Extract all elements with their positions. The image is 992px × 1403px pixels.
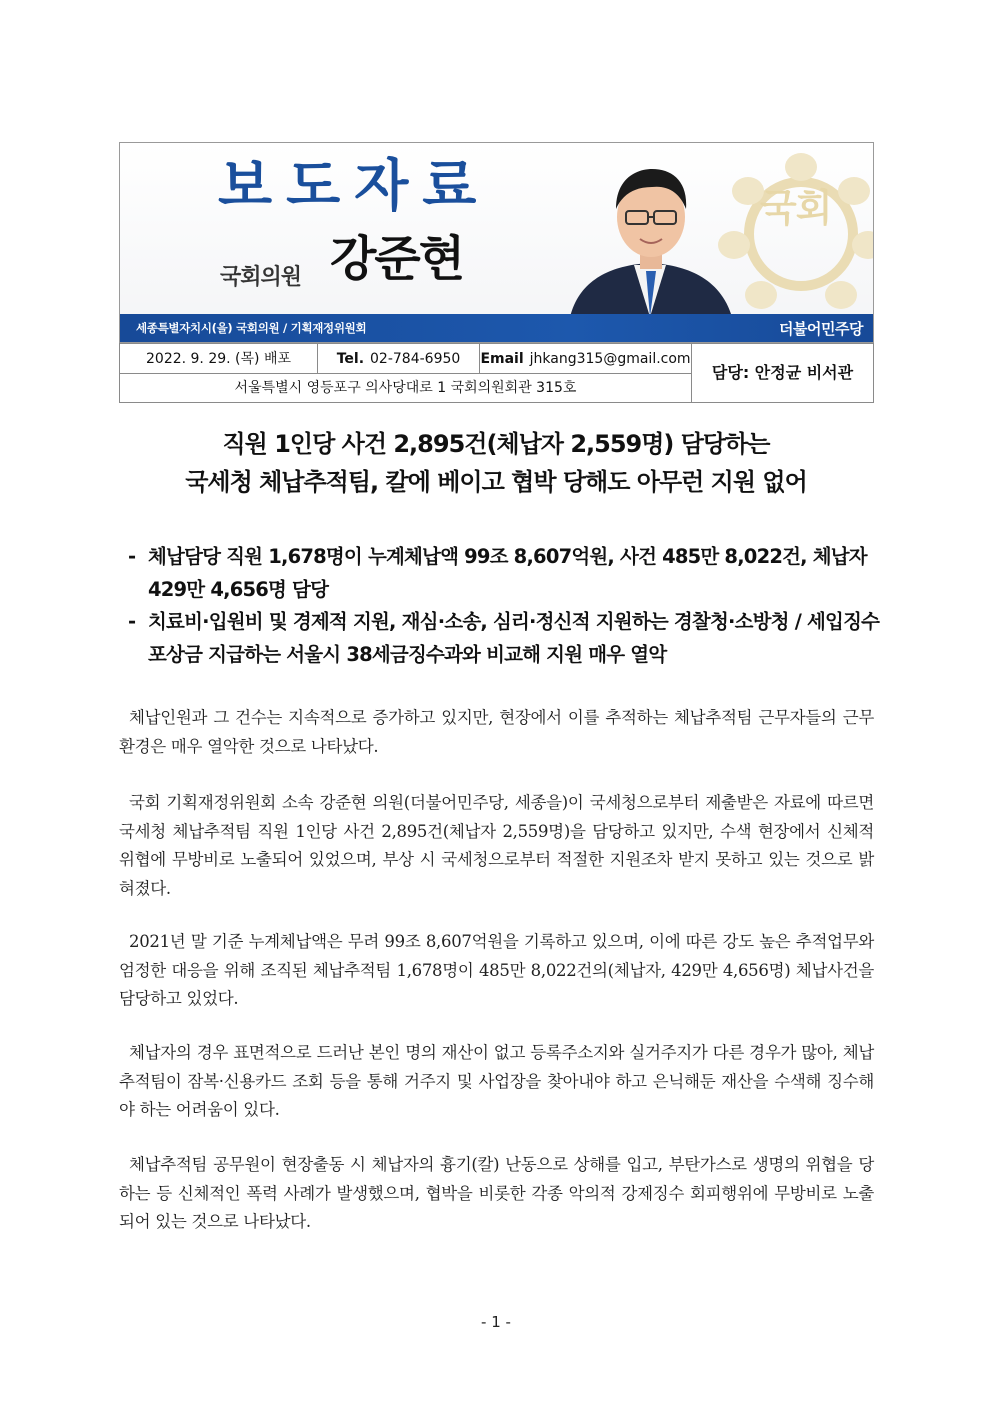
headline-line-1: 직원 1인당 사건 2,895건(체납자 2,559명) 담당하는 [222,430,770,458]
bullet-dash: - [128,545,136,568]
subhead-1 [128,540,888,606]
subhead-text: 치료비·입원비 및 경제적 지원, 재심·소송, 심리·정신적 지원하는 경찰청·소방청 / 세입징수 포상금 지급하는 서울시 38세금징수과와 비교해 지원 매우 열악 [148,610,880,666]
phone-number[interactable]: 02-784-6950 [370,351,461,367]
member-portrait-icon [560,147,740,317]
bullet-dash: - [128,610,136,633]
member-name: 강준현 [330,231,464,287]
banner-footer-bar [120,314,873,342]
office-address: 서울특별시 영등포구 의사당대로 1 국회의원회관 315호 [120,374,692,402]
release-date: 2022. 9. 29. (목) 배포 [120,344,318,374]
body-paragraph: 국회 기획재정위원회 소속 강준현 의원(더불어민주당, 세종을)이 국세청으로부터 제출받은 자료에 따르면 국세청 체납추적팀 직원 1인당 사건 2,895건(체납자 2,559명)을 담당하고 있지만, 수색 현장에서 신체적 위협에 무방비로 노출되어 있었으며, 부상 시 국세청으로부터 적절한 지원조차 받지 못하고 있는 것으로 밝혀졌다. [119,793,874,898]
body-paragraph: 2021년 말 기준 누계체납액은 무려 99조 8,607억원을 기록하고 있으며, 이에 따른 강도 높은 추적업무와 엄정한 대응을 위해 조직된 체납추적팀 1,678명이 485만 8,022건의(체납자, 429만 4,656명) 체납사건을 담당하고 있었다. [119,932,874,1008]
phone-label: Tel. [336,351,365,367]
body-paragraph: 체납인원과 그 건수는 지속적으로 증가하고 있지만, 현장에서 이를 추적하는 체납추적팀 근무자들의 근무 환경은 매우 열악한 것으로 나타났다. [119,708,874,756]
press-release-banner [119,142,874,343]
email-address[interactable]: jhkang315@gmail.com [529,351,691,367]
member-role: 국회의원 [220,265,302,290]
headline-line-2: 국세청 체납추적팀, 칼에 베이고 협박 당해도 아무런 지원 없어 [185,468,807,496]
page-number: - 1 - [481,1313,511,1331]
subhead-2 [128,605,888,671]
district-label: 세종특별자치시(을) 국회의원 / 기획재정위원회 [136,321,367,335]
body-paragraph: 체납자의 경우 표면적으로 드러난 본인 명의 재산이 없고 등록주소지와 실거주지가 다른 경우가 많아, 체납추적팀이 잠복·신용카드 조회 등을 통해 거주지 및 사업장을 찾아내야 하고 은닉해둔 재산을 수색해 징수해야 하는 어려움이 있다. [119,1043,874,1119]
phone-cell [318,344,480,374]
email-cell [480,344,692,374]
staff-contact: 담당: 안정균 비서관 [711,363,854,382]
contact-table [119,343,874,403]
press-release-title: 보도자료 [218,154,491,219]
party-label: 더불어민주당 [779,320,863,338]
subhead-text: 체납담당 직원 1,678명이 누계체납액 99조 8,607억원, 사건 485만 8,022건, 체납자 429만 4,656명 담당 [148,545,867,601]
email-label: Email [480,351,524,367]
body-paragraph: 체납추적팀 공무원이 현장출동 시 체납자의 흉기(칼) 난동으로 상해를 입고, 부탄가스로 생명의 위협을 당하는 등 신체적인 폭력 사례가 발생했으며, 협박을 비롯한 각종 악의적 강제징수 회피행위에 무방비로 노출되어 있는 것으로 나타났다. [119,1155,874,1231]
seal-label: 국회 [760,186,832,230]
